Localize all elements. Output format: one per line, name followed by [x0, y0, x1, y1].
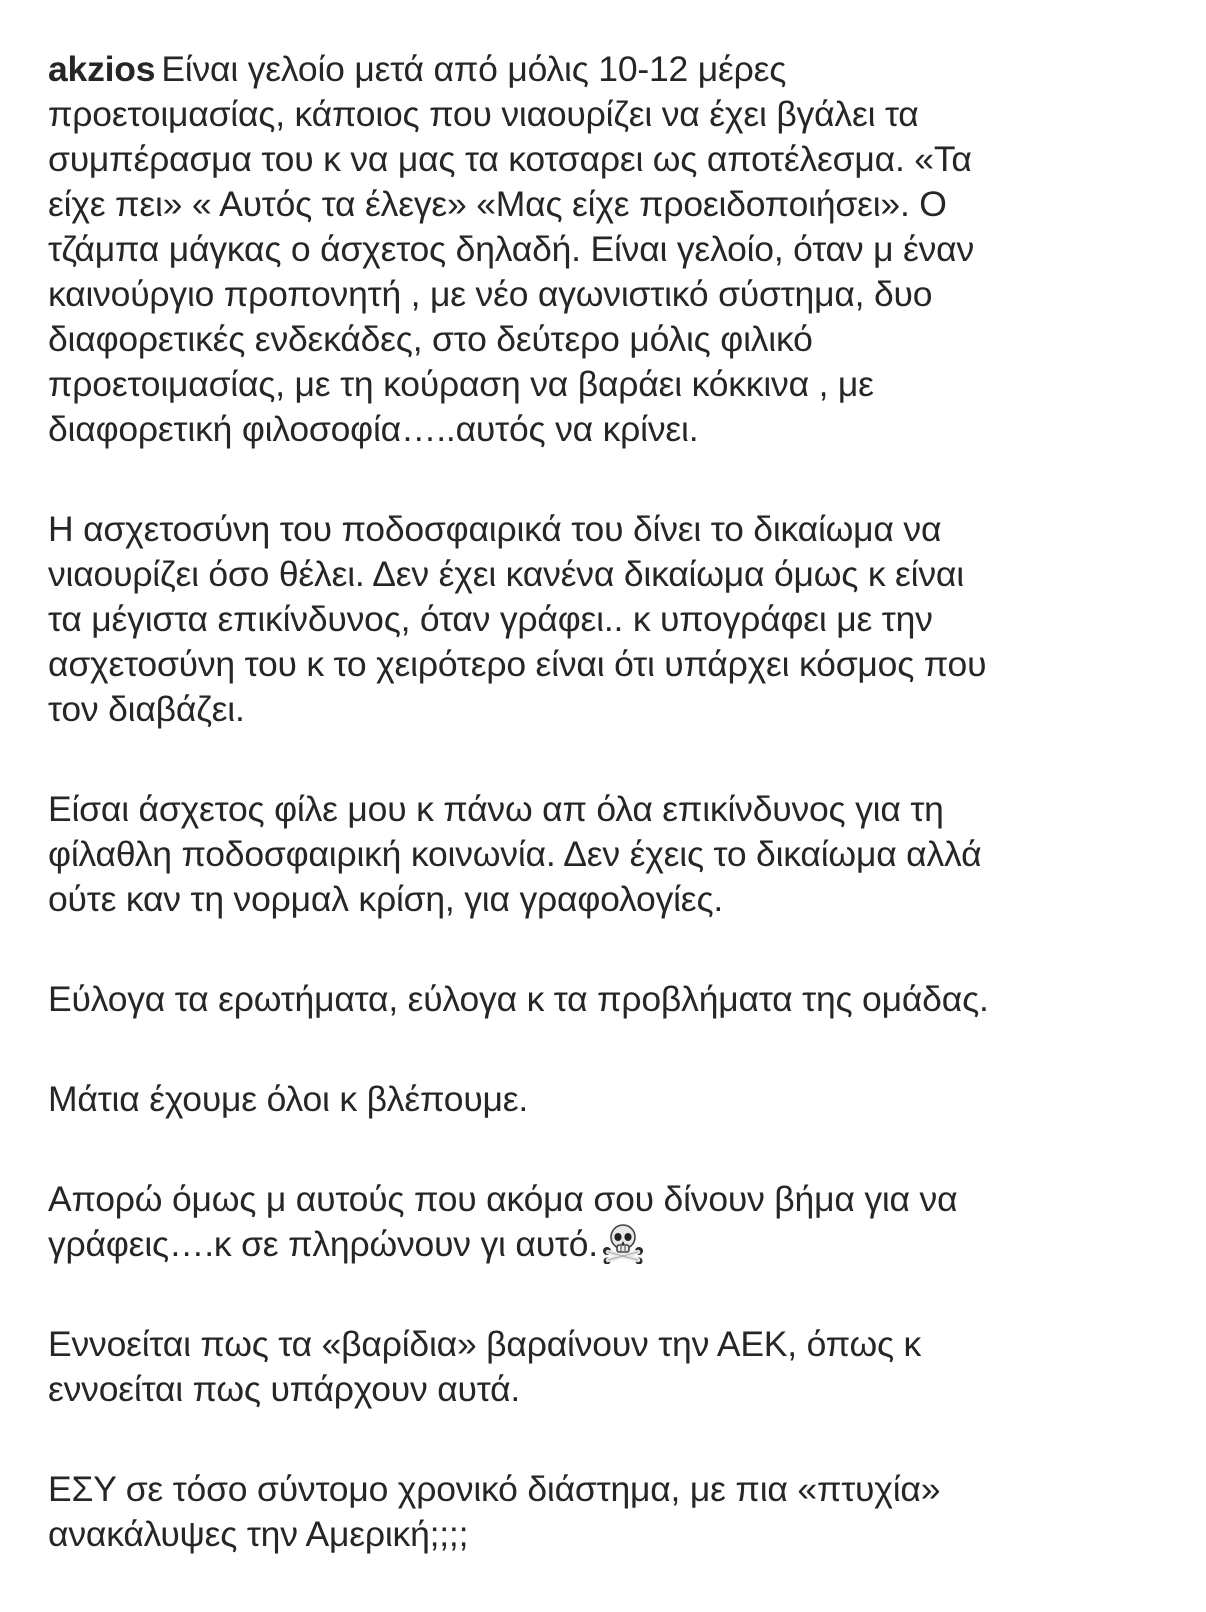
comment-paragraph-1 [48, 47, 1178, 452]
comment-text-1: Είναι γελοίο μετά από μόλις 10-12 μέρες προετοιμασίας, κάποιος που νιαουρίζει να έχει βγάλει τα συμπέρασμα του κ να μας τα κοτσαρει ως αποτέλεσμα. «Τα είχε πει» « Αυτός τα έλεγε» «Μας είχε προειδοποιήσει». Ο τζάμπα μάγκας ο άσχετος δηλαδή. Είναι γελοίο, όταν μ έναν καινούργιο προπονητή , με νέο αγωνιστικό σύστημα, δυο διαφορετικές ενδεκάδες, στο δεύτερο μόλις φιλικό προετοιμασίας, με τη κούραση να βαράει κόκκινα , με διαφορετική φιλοσοφία…..αυτός να κρίνει. [48, 49, 975, 449]
comment-caption [48, 2, 1178, 1612]
comment-paragraph-7: Εννοείται πως τα «βαρίδια» βαραίνουν την ΑΕΚ, όπως κ εννοείται πως υπάρχουν αυτά. [48, 1324, 922, 1409]
username[interactable]: akzios [48, 49, 156, 89]
comment-paragraph-4: Εύλογα τα ερωτήματα, εύλογα κ τα προβλήματα της ομάδας. [48, 979, 989, 1019]
comment-text-6: Απορώ όμως μ αυτούς που ακόμα σου δίνουν βήμα για να γράφεις….κ σε πληρώνουν γι αυτό. [48, 1179, 958, 1264]
comment-paragraph-2: Η ασχετοσύνη του ποδοσφαιρικά του δίνει το δικαίωμα να νιαουρίζει όσο θέλει. Δεν έχει κανένα δικαίωμα όμως κ είναι τα μέγιστα επικίνδυνος, όταν γράφει.. κ υπογράφει με την ασχετοσύνη του κ το χειρότερο είναι ότι υπάρχει κόσμος που τον διαβάζει. [48, 509, 987, 729]
comment-paragraph-3: Είσαι άσχετος φίλε μου κ πάνω απ όλα επικίνδυνος για τη φίλαθλη ποδοσφαιρική κοινωνία. Δεν έχεις το δικαίωμα αλλά ούτε καν τη νορμαλ κρίση, για γραφολογίες. [48, 789, 982, 919]
comment-paragraph-5: Μάτια έχουμε όλοι κ βλέπουμε. [48, 1079, 529, 1119]
comment-paragraph-8: ΕΣΥ σε τόσο σύντομο χρονικό διάστημα, με πια «πτυχία» ανακάλυψες την Αμερική;;;; [48, 1469, 941, 1554]
comment-paragraph-6 [48, 1177, 1178, 1267]
skull-and-crossbones-icon [600, 1222, 646, 1264]
